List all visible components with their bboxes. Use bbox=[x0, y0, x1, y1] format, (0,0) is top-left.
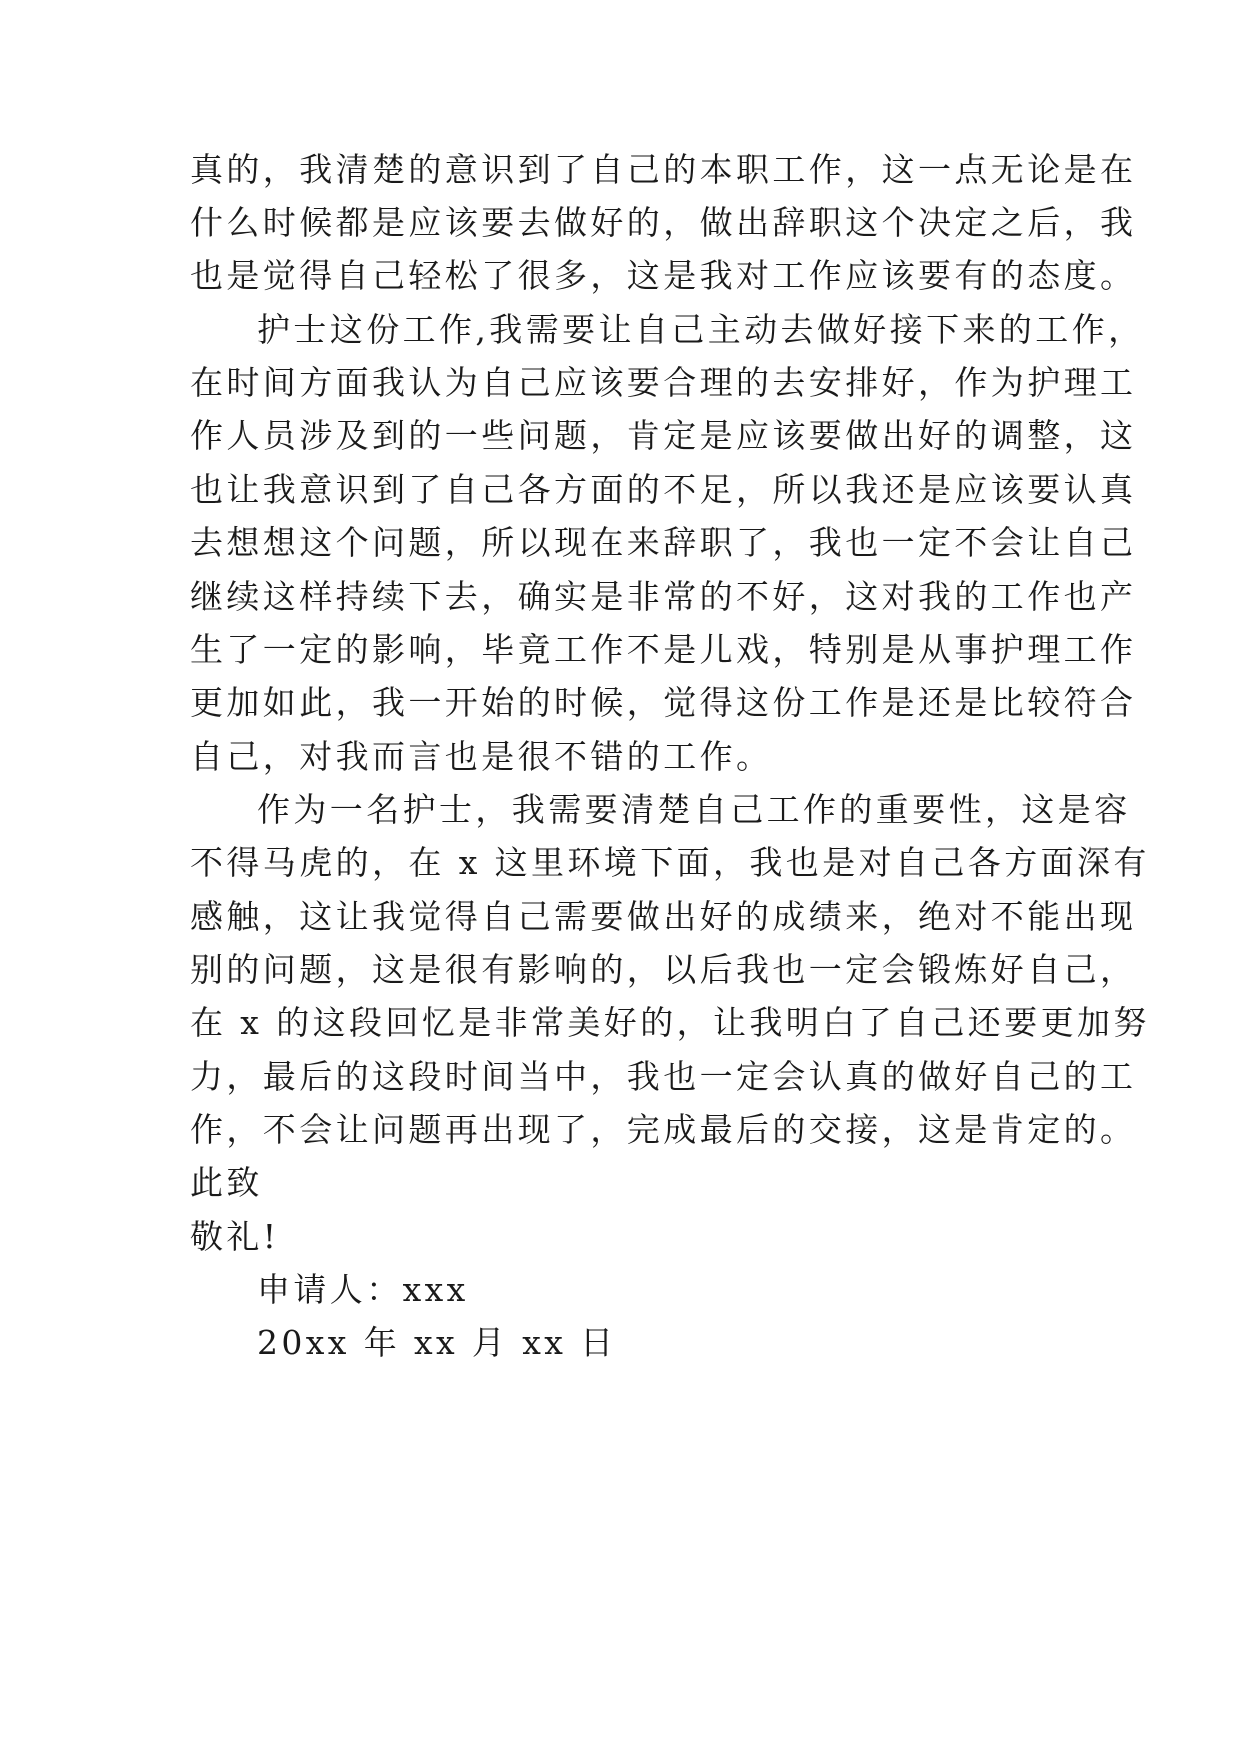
body-line: 感触，这让我觉得自己需要做出好的成绩来，绝对不能出现 bbox=[190, 897, 1137, 936]
body-line: 在 x 的这段回忆是非常美好的，让我明白了自己还要更加努 bbox=[190, 1003, 1150, 1042]
body-line: 作，不会让问题再出现了，完成最后的交接，这是肯定的。 bbox=[190, 1110, 1137, 1149]
body-line: 真的，我清楚的意识到了自己的本职工作，这一点无论是在 bbox=[190, 150, 1137, 189]
body-line: 生了一定的影响，毕竟工作不是儿戏，特别是从事护理工作 bbox=[190, 630, 1137, 669]
body-line: 更加如此，我一开始的时候，觉得这份工作是还是比较符合 bbox=[190, 683, 1137, 722]
body-line: 自己，对我而言也是很不错的工作。 bbox=[190, 737, 773, 776]
body-line: 力，最后的这段时间当中，我也一定会认真的做好自己的工 bbox=[190, 1057, 1137, 1096]
body-line: 作为一名护士，我需要清楚自己工作的重要性，这是容 bbox=[257, 790, 1131, 829]
body-line: 护士这份工作,我需要让自己主动去做好接下来的工作， bbox=[257, 310, 1145, 349]
applicant-signature: 申请人：xxx bbox=[257, 1270, 469, 1309]
body-line: 不得马虎的，在 x 这里环境下面，我也是对自己各方面深有 bbox=[190, 843, 1150, 882]
salutation-text: 敬礼! bbox=[190, 1217, 280, 1256]
body-line: 去想想这个问题，所以现在来辞职了，我也一定不会让自己 bbox=[190, 523, 1137, 562]
date-line: 20xx 年 xx 月 xx 日 bbox=[257, 1323, 617, 1362]
body-line: 继续这样持续下去，确实是非常的不好，这对我的工作也产 bbox=[190, 577, 1137, 616]
closing-text: 此致 bbox=[190, 1163, 263, 1202]
body-line: 作人员涉及到的一些问题，肯定是应该要做出好的调整，这 bbox=[190, 416, 1137, 455]
body-line: 别的问题，这是很有影响的，以后我也一定会锻炼好自己， bbox=[190, 950, 1137, 989]
body-line: 什么时候都是应该要去做好的，做出辞职这个决定之后，我 bbox=[190, 203, 1137, 242]
body-line: 在时间方面我认为自己应该要合理的去安排好，作为护理工 bbox=[190, 363, 1137, 402]
body-line: 也让我意识到了自己各方面的不足，所以我还是应该要认真 bbox=[190, 470, 1137, 509]
body-line: 也是觉得自己轻松了很多，这是我对工作应该要有的态度。 bbox=[190, 256, 1137, 295]
